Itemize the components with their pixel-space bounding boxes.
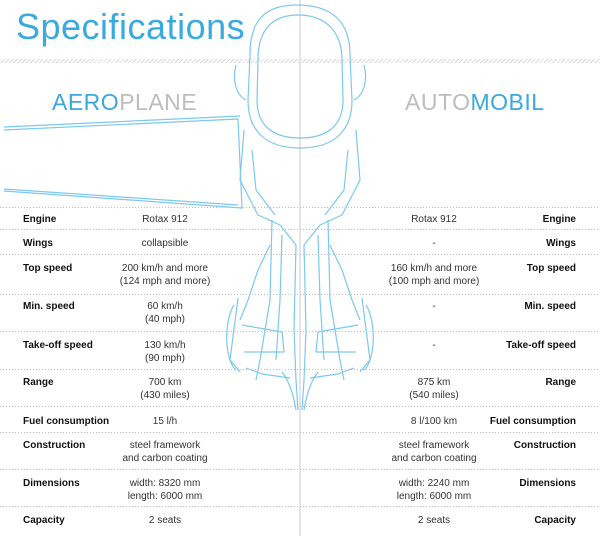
row-divider: [0, 229, 600, 230]
row-divider: [0, 369, 600, 370]
aeroplane-spec-value: [80, 514, 250, 527]
aeroplane-spec-label: Top speed: [23, 263, 73, 274]
automobil-spec-label: Construction: [513, 440, 576, 451]
automobil-spec-value-line: (100 mph and more): [388, 276, 480, 287]
aeroplane-spec-value-line: 60 km/h: [147, 301, 183, 312]
aeroplane-spec-label: Engine: [23, 214, 57, 225]
aeroplane-spec-value-line: and carbon coating: [122, 453, 208, 464]
row-divider: [0, 207, 600, 208]
automobil-spec-value-line: and carbon coating: [391, 453, 477, 464]
aeroplane-spec-value: [80, 262, 250, 288]
automobil-spec-value: [349, 376, 519, 402]
aeroplane-spec-value-line: (430 miles): [140, 390, 190, 401]
center-divider: [299, 0, 301, 536]
automobil-spec-value: [349, 300, 519, 313]
row-divider: [0, 331, 600, 332]
automobil-spec-label: Fuel consumption: [489, 416, 576, 427]
automobil-spec-label: Top speed: [526, 263, 576, 274]
aeroplane-spec-label: Range: [23, 377, 54, 388]
aeroplane-spec-value: [80, 213, 250, 226]
automobil-spec-label: Capacity: [534, 515, 576, 526]
row-divider: [0, 506, 600, 507]
automobil-spec-value-line: width: 2240 mm: [398, 478, 470, 489]
aeroplane-spec-label: Fuel consumption: [23, 416, 110, 427]
aeroplane-spec-label: Min. speed: [23, 301, 75, 312]
automobil-heading: [405, 89, 545, 116]
automobil-spec-label: Dimensions: [519, 478, 576, 489]
aeroplane-spec-value-line: Rotax 912: [142, 214, 188, 225]
automobil-spec-value: [349, 213, 519, 226]
aeroplane-spec-value-line: 200 km/h and more: [121, 263, 209, 274]
aeroplane-spec-value: [80, 339, 250, 365]
automobil-spec-value-line: Rotax 912: [411, 214, 457, 225]
row-divider: [0, 294, 600, 295]
aeroplane-spec-value-line: 2 seats: [148, 515, 182, 526]
aeroplane-spec-value-line: length: 6000 mm: [127, 491, 203, 502]
automobil-spec-value: [349, 262, 519, 288]
aeroplane-spec-value-line: steel framework: [129, 440, 201, 451]
automobil-spec-label: Wings: [546, 238, 576, 249]
aeroplane-spec-label: Wings: [23, 238, 53, 249]
automobil-spec-value-line: 875 km: [417, 377, 451, 388]
aeroplane-spec-value: [80, 439, 250, 465]
automobil-spec-value-line: -: [432, 301, 436, 312]
row-divider: [0, 406, 600, 407]
aeroplane-spec-value-line: (90 mph): [144, 353, 185, 364]
automobil-spec-value-line: length: 6000 mm: [396, 491, 472, 502]
aeroplane-spec-value: [80, 300, 250, 326]
row-divider: [0, 469, 600, 470]
aeroplane-spec-value: [80, 415, 250, 428]
page-title: Specifications: [16, 6, 246, 47]
automobil-heading-highlight: MOBIL: [470, 89, 545, 115]
aeroplane-spec-value-line: collapsible: [141, 238, 189, 249]
automobil-spec-value: [349, 415, 519, 428]
aeroplane-spec-value: [80, 376, 250, 402]
row-divider: [0, 432, 600, 433]
aeroplane-spec-label: Construction: [23, 440, 86, 451]
aeroplane-spec-value: [80, 237, 250, 250]
aeroplane-spec-value-line: (124 mph and more): [119, 276, 211, 287]
aeroplane-spec-value-line: 700 km: [148, 377, 182, 388]
automobil-spec-value: [349, 439, 519, 465]
automobil-spec-value-line: 2 seats: [417, 515, 451, 526]
aeroplane-heading-rest: PLANE: [119, 89, 198, 115]
aeroplane-spec-label: Dimensions: [23, 478, 80, 489]
aeroplane-spec-label: Take-off speed: [23, 340, 93, 351]
automobil-spec-label: Engine: [542, 214, 576, 225]
automobil-spec-value-line: steel framework: [398, 440, 470, 451]
aeroplane-spec-value-line: (40 mph): [144, 314, 185, 325]
automobil-spec-label: Range: [545, 377, 576, 388]
automobil-spec-label: Take-off speed: [506, 340, 576, 351]
automobil-spec-value-line: 160 km/h and more: [390, 263, 478, 274]
row-divider: [0, 254, 600, 255]
automobil-spec-value-line: (540 miles): [409, 390, 459, 401]
automobil-spec-label: Min. speed: [524, 301, 576, 312]
aeroplane-heading-highlight: AERO: [52, 89, 120, 115]
automobil-spec-value-line: -: [432, 340, 436, 351]
automobil-spec-value: [349, 237, 519, 250]
automobil-heading-rest: AUTO: [405, 89, 471, 115]
aeroplane-spec-value-line: 15 l/h: [152, 416, 178, 427]
aeroplane-heading: [52, 89, 197, 116]
aeroplane-spec-label: Capacity: [23, 515, 65, 526]
automobil-spec-value: [349, 514, 519, 527]
automobil-spec-value: [349, 339, 519, 352]
automobil-spec-value-line: -: [432, 238, 436, 249]
automobil-spec-value: [349, 477, 519, 503]
aeroplane-spec-value: [80, 477, 250, 503]
aeroplane-spec-value-line: width: 8320 mm: [129, 478, 201, 489]
automobil-spec-value-line: 8 l/100 km: [410, 416, 458, 427]
aeroplane-spec-value-line: 130 km/h: [144, 340, 186, 351]
